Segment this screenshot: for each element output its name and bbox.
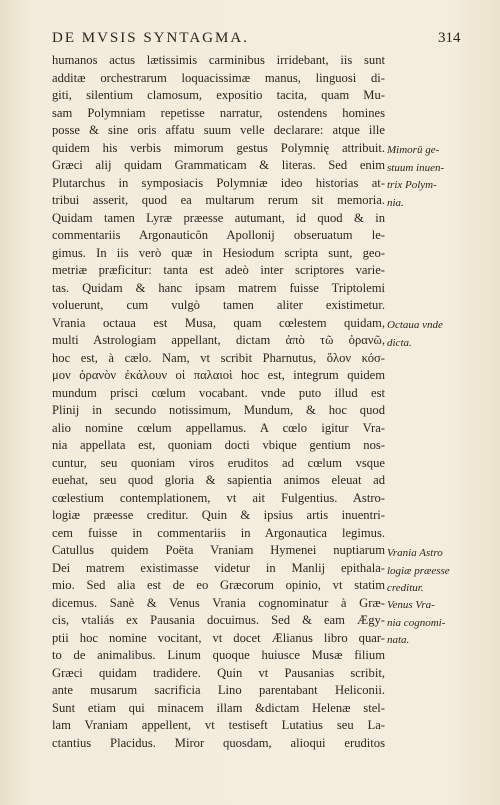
text-line: commentariis Argonauticôn Apollonij obseruatum le- bbox=[52, 228, 385, 242]
text-line: dicemus. Sanè & Venus Vrania cognominatur à Græ- bbox=[52, 595, 385, 610]
text-line: voluerunt, cum vulgò tamen aliter existimetur. bbox=[52, 298, 385, 312]
text-line: giti, silentium clamosum, expositio tacita, quam Mu- bbox=[52, 88, 385, 102]
text-line: Plinij in secundo notissimum, Mundum, & hoc quod bbox=[52, 403, 385, 417]
marginal-note-octaua bbox=[387, 317, 467, 352]
marginal-line: dicta. bbox=[387, 336, 412, 349]
text-line: Sunt etiam qui minacem illam &dictam Helenæ stel- bbox=[52, 700, 385, 715]
text-line: sam Polymniam repetisse narratur, ostendens homines bbox=[52, 105, 385, 120]
text-line: cis, vtaliás ex Pausania docuimus. Sed & eam Ægy- bbox=[52, 613, 385, 627]
text-line: gimus. In iis verò quæ in Hesiodum scripta sunt, geo- bbox=[52, 245, 385, 260]
marginal-line: nia cognomi- bbox=[387, 616, 446, 629]
text-line: cem fuisse in commentariis in Argonautica legimus. bbox=[52, 525, 385, 540]
marginal-line: Octaua vnde bbox=[387, 319, 443, 331]
text-line: Catullus quidem Poëta Vraniam Hymenei nuptiarum bbox=[52, 543, 385, 557]
text-line: Plutarchus in symposiacis Polymniæ ideo historias at- bbox=[52, 175, 385, 190]
text-line: hoc est, à cælo. Nam, vt scribit Pharnutus, ὅλον κόσ- bbox=[52, 350, 385, 365]
text-line: Græci alij quidam Grammaticam & literas. Sed enim bbox=[52, 158, 385, 172]
marginal-line: logiæ præesse bbox=[387, 564, 450, 577]
text-line: mio. Sed alia est de eo Græcorum opinio, vt statim bbox=[52, 578, 385, 592]
text-line: to de animalibus. Linum quoque huiusce Musæ filium bbox=[52, 648, 385, 662]
text-line: Quidam tamen Lyræ præesse autumant, id quod & in bbox=[52, 210, 385, 225]
marginal-line: Venus Vra- bbox=[387, 599, 435, 611]
text-line: ptii hoc nomine vocitant, vt docet Ælianus libro quar- bbox=[52, 630, 385, 645]
marginal-line: nia. bbox=[387, 196, 404, 209]
marginal-note-mimorum bbox=[387, 142, 467, 212]
text-line: μον ὀρανὸν ἐκάλουν οἱ παλαιοὶ hoc est, integrum quidem bbox=[52, 368, 385, 382]
text-line: additæ orchestrarum loquacissimæ manus, linguosi di- bbox=[52, 70, 385, 85]
page-number: 314 bbox=[438, 30, 461, 46]
text-line: nia appellata est, quoniam docti vbique gentium nos- bbox=[52, 438, 385, 452]
marginal-line: nata. bbox=[387, 634, 410, 646]
text-line: Dei matrem existimasse videtur in Manlij epithala- bbox=[52, 560, 385, 575]
text-line: tribui asserit, quod ea multarum rerum sit memoria. bbox=[52, 193, 385, 207]
text-line: metriæ præficitur: tanta est adeò inter scriptores varie- bbox=[52, 263, 385, 277]
marginal-line: creditur. bbox=[387, 582, 424, 594]
marginal-line: Vrania Astro bbox=[387, 547, 443, 559]
text-line: euehat, seu quod gloria & sapientia animos eleuat ad bbox=[52, 473, 385, 487]
text-line: lam Vraniam appellent, vt testiseft Lutatius seu La- bbox=[52, 718, 385, 732]
text-line: Vrania octaua est Musa, quam cœlestem quidam, bbox=[52, 315, 385, 330]
marginal-note-vrania bbox=[387, 545, 467, 598]
text-line: mundum prisci cœlum vocabant. vnde puto illud est bbox=[52, 385, 385, 400]
text-line: ante musarum sacrificia Lino parentabant Heliconii. bbox=[52, 683, 385, 697]
text-line: quidem his verbis mimorum gestus Polymnię attribuit. bbox=[52, 140, 385, 155]
text-line: alio nomine cœlum appellamus. A cœlo igitur Vra- bbox=[52, 420, 385, 435]
marginal-note-venus bbox=[387, 597, 467, 650]
text-line: humanos actus lætissimis carminibus irridebant, iis sunt bbox=[52, 53, 385, 67]
text-line: cœlestium contemplationem, vt ait Fulgentius. Astro- bbox=[52, 490, 385, 505]
text-line: posse & sine oris affatu suum velle declarare: atque ille bbox=[52, 123, 385, 137]
text-line: multi Astrologiam appellant, dictam ἀπὸ τῶ ὀρανῶ, bbox=[52, 333, 385, 347]
text-line: Græci quidam tradidere. Quin vt Pausanias scribit, bbox=[52, 665, 385, 680]
text-line: cuntur, seu quoniam viros eruditos ad cœlum vsque bbox=[52, 455, 385, 470]
text-line: ctantius Placidus. Miror quosdam, alioqui eruditos bbox=[52, 735, 385, 750]
marginal-line: stuum inuen- bbox=[387, 161, 445, 174]
text-line: logiæ præesse creditur. Quin & ipsius artis inuentri- bbox=[52, 508, 385, 522]
text-line: tas. Quidam & hanc ipsam matrem fuisse Triptolemi bbox=[52, 280, 385, 295]
body-text bbox=[52, 52, 385, 752]
marginal-line: Mimorū ge- bbox=[387, 144, 440, 156]
running-title: DE MVSIS SYNTAGMA. bbox=[52, 30, 249, 46]
marginal-line: trix Polym- bbox=[387, 179, 437, 191]
